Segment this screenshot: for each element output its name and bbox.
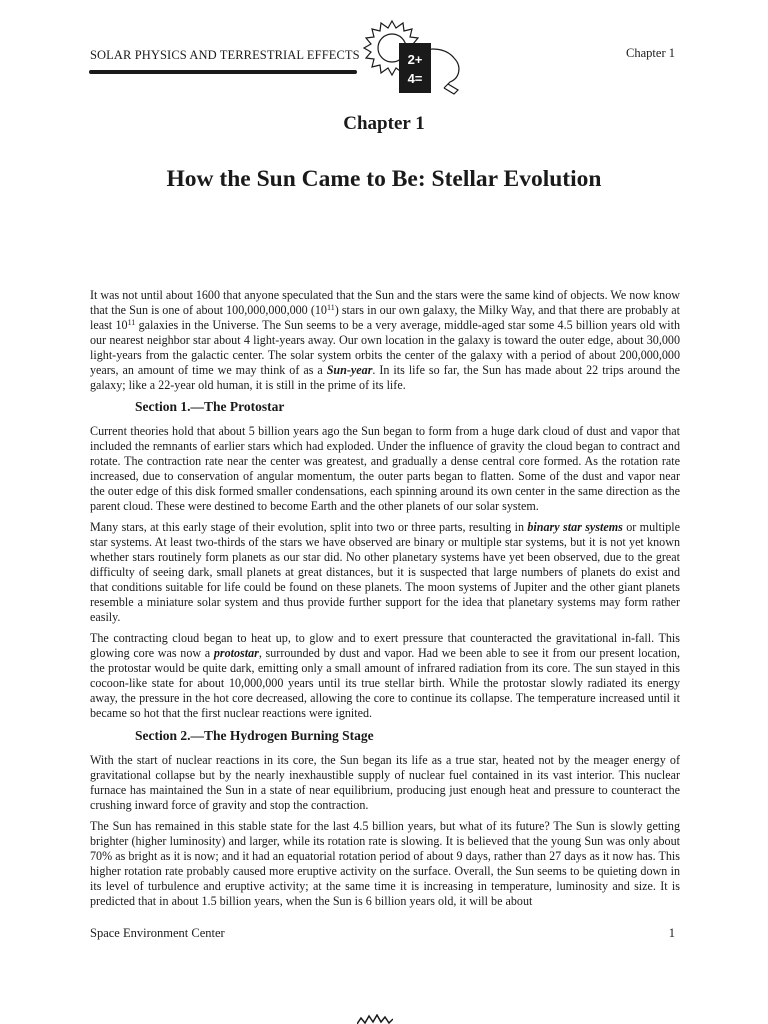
intro-paragraph (90, 288, 680, 393)
intro-superscript-1: 11 (326, 303, 335, 312)
sun-calculator-logo-icon (358, 16, 468, 98)
running-header-chapter: Chapter 1 (626, 46, 675, 60)
s1p2-text-1: Many stars, at this early stage of their evolution, split into two or three parts, resulting in (90, 520, 528, 534)
chapter-title: How the Sun Came to Be: Stellar Evolution (166, 166, 602, 192)
term-sun-year: Sun-year (326, 363, 373, 377)
body-text (90, 288, 680, 915)
section-1-paragraph-3 (90, 631, 680, 721)
chapter-label: Chapter 1 (343, 113, 425, 134)
s1p3-text-2: , surrounded by dust and vapor. Had we been able to see it from our present location, the protostar would be quite dark, emitting only a small amount of infrared radiation from its core. The sun stayed in this cocoon-like state for about 10,000,000 years until its true stellar birth. While the protostar slowly radiated its energy away, the pressure in the hot core decreased, allowing the core to continue its collapse. The temperature increased until it became so hot that the first nuclear reactions were ignited. (90, 646, 680, 720)
footer-organization: Space Environment Center (90, 926, 225, 940)
section-2-heading: Section 2.—The Hydrogen Burning Stage (135, 728, 374, 743)
term-protostar: protostar (213, 646, 259, 660)
intro-text-2: ) stars in our own galaxy, the Milky Way, and that there are probably at least 10 (90, 303, 680, 332)
section-1-paragraph-2 (90, 520, 680, 625)
section-1-heading: Section 1.—The Protostar (135, 399, 285, 414)
logo-text-1: 2+ (407, 52, 423, 67)
section-2-paragraph-2: The Sun has remained in this stable state for the last 4.5 billion years, but what of its future? The Sun is slowly getting brighter (higher luminosity) and larger, while its rotation rate is slowing. It is believed that the young Sun was only about 70% as bright as it is now; and it had an equatorial rotation period of about 9 days, rather than 27 days as it now has. This higher rotation rate probably caused more eruptive activity on the surface. Overall, the Sun seems to be quieting down in its level of turbulence and eruptive activity; at the same time it is increasing in temperature, luminosity and size. It is predicted that in about 1.5 billion years, when the Sun is 6 billion years old, it will be about (90, 819, 680, 908)
intro-text-3: galaxies in the Universe. The Sun seems to be a very average, middle-aged star some 4.5 billion years old with our nearest neighbor star about 4 light-years away. Our own location in the galaxy is toward the outer edge, about 30,000 light-years from the galactic center. The solar system orbits the center of the galaxy with a period of about 200,000,000 years, an amount of time we may think of as a (90, 318, 680, 377)
s1p3-text-1: The contracting cloud began to heat up, to glow and to exert pressure that counteracted the gravitational in-fall. This glowing core was now a (90, 631, 680, 660)
header-rule (89, 70, 357, 74)
s1p2-text-2: or multiple star systems. At least two-thirds of the stars we have observed are binary or multiple star systems, but it is not yet known whether stars routinely form planets as our star did. No other planetary systems have yet been observed, due to the great difficulty of seeing dark, small planets at great distances, but it is suspected that large numbers of planets do exist and that conditions suitable for life could be found on these planets. The moon systems of Jupiter and the other giant planets resemble a miniature solar system and thus provide further support for the idea that planetary systems may form rather easily. (90, 520, 680, 624)
logo-text-2: 4= (407, 71, 423, 86)
intro-text-1: It was not until about 1600 that anyone speculated that the Sun and the stars were the same kind of objects. We now know that the Sun is one of about 100,000,000,000 (10 (90, 288, 680, 317)
running-header-title: SOLAR PHYSICS AND TERRESTRIAL EFFECTS (90, 48, 360, 62)
sun-mark-icon (357, 1014, 393, 1024)
page-number: 1 (668, 926, 675, 940)
intro-superscript-2: 11 (127, 318, 136, 327)
section-1-paragraph-1: Current theories hold that about 5 billion years ago the Sun began to form from a huge dark cloud of dust and vapor that included the remnants of earlier stars which had exploded. Under the influence of gravity the cloud began to contract and rotate. The contraction rate near the center was greatest, and gradually a dense central core formed. As the rotation rate increased, due to conservation of angular momentum, the outer parts began to flatten. Some of the dust and vapor near the outer edge of this disk formed smaller condensations, each spinning around its own center in the same direction as the parent cloud. These were destined to become Earth and the other planets of our solar system. (90, 424, 680, 513)
term-binary-star-systems: binary star systems (527, 520, 623, 534)
intro-text-4: . In its life so far, the Sun has made about 22 trips around the galaxy; like a 22-year old human, it is still in the prime of its life. (90, 363, 680, 392)
section-2-paragraph-1: With the start of nuclear reactions in its core, the Sun began its life as a true star, heated not by the meager energy of gravitational collapse but by the nearly inexhaustible supply of nuclear fuel contained in its vast interior. This nuclear furnace has maintained the Sun in a state of near equilibrium, producing just enough heat and pressure to counteract the crushing inward force of gravity and stop the contraction. (90, 753, 680, 812)
